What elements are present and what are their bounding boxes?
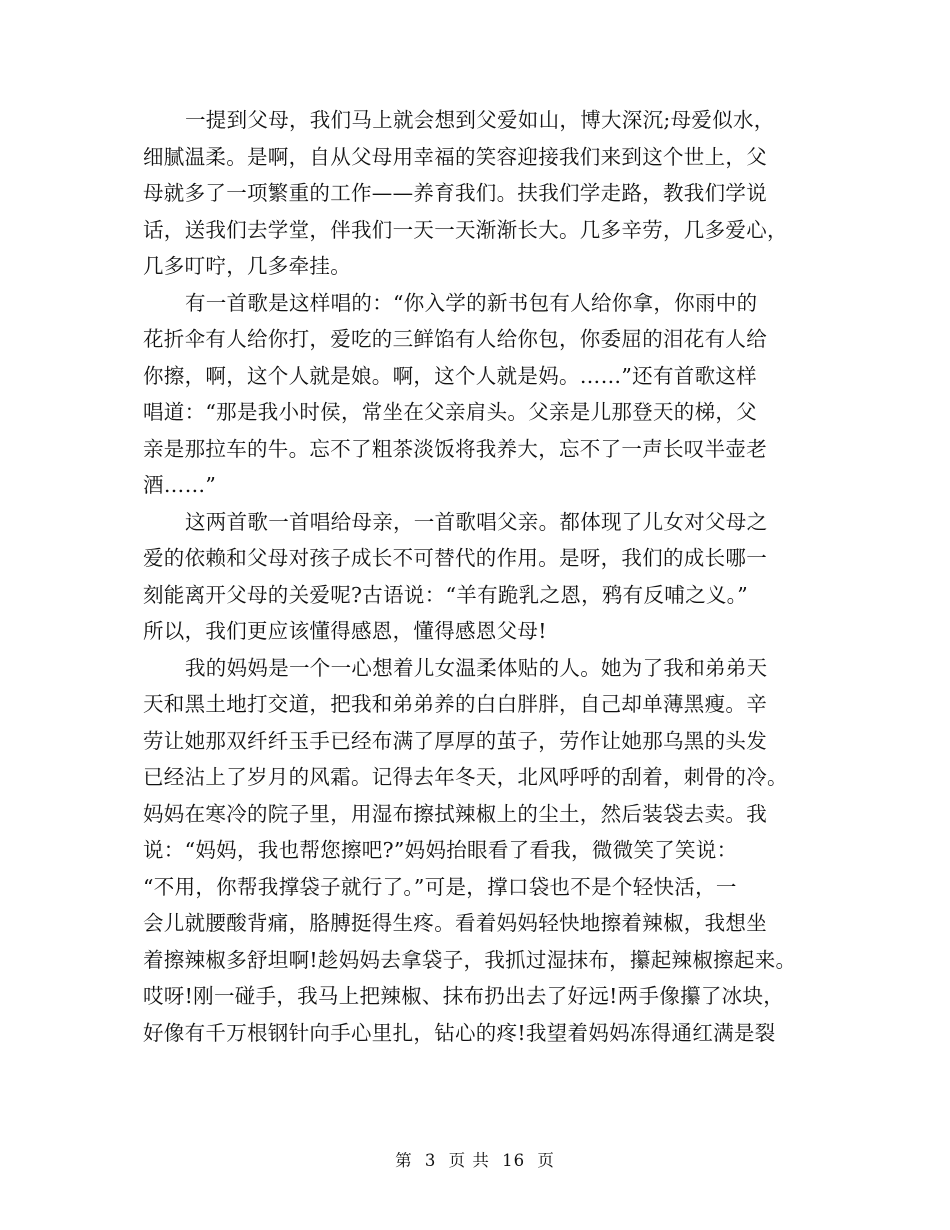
text-line: 花折伞有人给你打，爱吃的三鲜馅有人给你包，你委屈的泪花有人给: [143, 327, 767, 351]
text-line: 你擦，啊，这个人就是娘。啊，这个人就是妈。……”还有首歌这样: [143, 363, 757, 388]
article-body: [143, 102, 815, 1051]
footer-prefix: 第: [395, 1151, 413, 1170]
text-line: 唱道：“那是我小时侯，常坐在父亲肩头。父亲是儿那登天的梯，父: [143, 400, 757, 424]
text-line: 刻能离开父母的关爱呢?古语说：“羊有跪乳之恩，鸦有反哺之义。”: [143, 582, 748, 607]
text-line: 会儿就腰酸背痛，胳膊挺得生疼。看着妈妈轻快地擦着辣椒，我想坐: [143, 911, 767, 935]
text-line: “不用，你帮我撑袋子就行了。”可是，撑口袋也不是个轻快活，一: [143, 874, 737, 899]
footer-middle: 页 共: [448, 1151, 490, 1170]
text-line: 天和黑土地打交道，把我和弟弟养的白白胖胖，自己却单薄黑瘦。辛: [143, 692, 767, 716]
page-total: 16: [502, 1151, 526, 1170]
text-line: 所以，我们更应该懂得感恩，懂得感恩父母!: [143, 619, 547, 643]
text-line: 好像有千万根钢针向手心里扎，钻心的疼!我望着妈妈冻得通红满是裂: [143, 1020, 776, 1045]
text-line: 母就多了一项繁重的工作——养育我们。扶我们学走路，教我们学说: [143, 181, 767, 205]
text-line: 哎呀!刚一碰手，我马上把辣椒、抹布扔出去了好远!两手像攥了冰块，: [143, 984, 785, 1008]
text-line: 爱的依赖和父母对孩子成长不可替代的作用。是呀，我们的成长哪一: [143, 546, 767, 570]
text-line: 劳让她那双纤纤玉手已经布满了厚厚的茧子，劳作让她那乌黑的头发: [143, 728, 767, 753]
page-number: 3: [424, 1151, 437, 1170]
text-line: 已经沾上了岁月的风霜。记得去年冬天，北风呼呼的刮着，刺骨的冷。: [143, 765, 788, 789]
text-line: 酒……”: [143, 473, 217, 497]
text-line: 一提到父母，我们马上就会想到父爱如山，博大深沉;母爱似水，: [185, 108, 775, 132]
page-footer: [0, 1147, 950, 1171]
text-line: 说：“妈妈，我也帮您擦吧?”妈妈抬眼看了看我，微微笑了笑说：: [143, 838, 738, 862]
text-line: 有一首歌是这样唱的：“你入学的新书包有人给你拿，你雨中的: [185, 290, 758, 315]
text-line: 这两首歌一首唱给母亲，一首歌唱父亲。都体现了儿女对父母之: [185, 509, 768, 534]
text-line: 几多叮咛，几多牵挂。: [143, 254, 351, 278]
text-line: 亲是那拉车的牛。忘不了粗茶淡饭将我养大，忘不了一声长叹半壶老: [143, 436, 767, 461]
text-line: 话，送我们去学堂，伴我们一天一天渐渐长大。几多辛劳，几多爱心，: [143, 217, 788, 242]
text-line: 妈妈在寒冷的院子里，用湿布擦拭辣椒上的尘土，然后装袋去卖。我: [143, 801, 767, 826]
text-line: 细腻温柔。是啊，自从父母用幸福的笑容迎接我们来到这个世上，父: [143, 144, 767, 169]
footer-suffix: 页: [537, 1151, 555, 1170]
text-line: 着擦辣椒多舒坦啊!趁妈妈去拿袋子，我抓过湿抹布，攥起辣椒擦起来。: [143, 947, 797, 972]
text-line: 我的妈妈是一个一心想着儿女温柔体贴的人。她为了我和弟弟天: [185, 655, 768, 680]
